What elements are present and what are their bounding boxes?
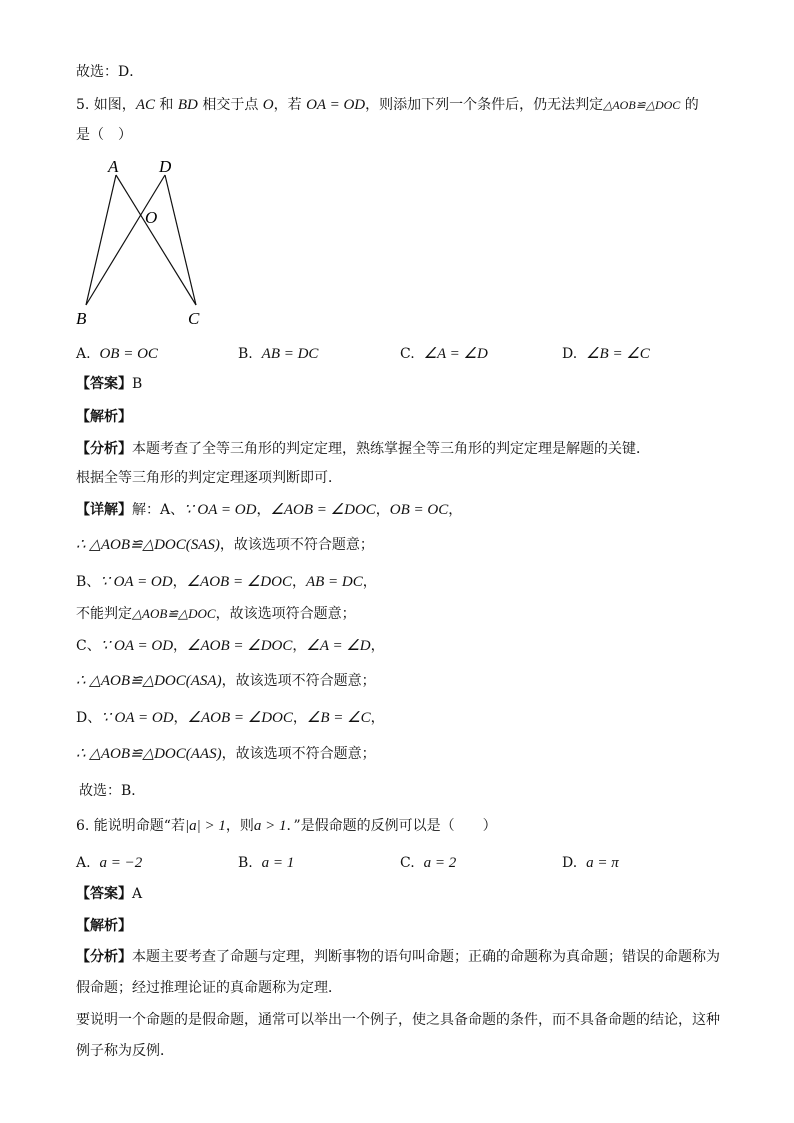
question-5: 5. 如图，AC 和 BD 相交于点 O，若 OA = OD，则添加下列一个条件后，仍无法判定△AOB≌△DOC 的 <box>76 97 699 113</box>
analysis-6: 【分析】本题主要考查了命题与定理，判断事物的语句叫命题；正确的命题称为真命题；错误的命题称为 <box>76 949 720 965</box>
option-5c: C. ∠A = ∠D <box>400 346 488 362</box>
option-5d: D. ∠B = ∠C <box>562 346 650 362</box>
analysis-5: 【分析】本题考查了全等三角形的判定定理，熟练掌握全等三角形的判定定理是解题的关键． <box>76 441 650 457</box>
option-5a: A. OB = OC <box>76 346 158 362</box>
segment-ab <box>86 175 116 305</box>
geometry-figure <box>70 155 220 330</box>
label-b: B <box>76 309 87 328</box>
segment-bd <box>86 175 165 305</box>
option-5b: B. AB = DC <box>238 346 319 362</box>
segment-dc <box>165 175 196 305</box>
detail-line-5: C、∵ OA = OD，∠AOB = ∠DOC，∠A = ∠D， <box>76 638 385 654</box>
analysis-5-cont: 根据全等三角形的判定定理逐项判断即可． <box>76 470 342 486</box>
analysis-heading-5: 【解析】 <box>76 409 132 425</box>
detail-line-1: 【详解】解：A、∵ OA = OD，∠AOB = ∠DOC，OB = OC， <box>76 502 463 518</box>
detail-line-7: D、∵ OA = OD，∠AOB = ∠DOC，∠B = ∠C， <box>76 710 385 726</box>
analysis-6-cont-2: 要说明一个命题的是假命题，通常可以举出一个例子，使之具备命题的条件，而不具备命题的结论，这种 <box>76 1012 720 1028</box>
option-6c: C. a = 2 <box>400 855 457 871</box>
answer-6: 【答案】A <box>76 886 143 902</box>
label-o: O <box>145 208 158 227</box>
detail-line-9: 故选：B． <box>79 783 146 799</box>
option-6b: B. a = 1 <box>238 855 295 871</box>
label-c: C <box>188 309 200 328</box>
answer-5: 【答案】B <box>76 376 143 392</box>
detail-line-8: ∴ △AOB≌△DOC(AAS)，故该选项不符合题意； <box>76 746 376 762</box>
detail-line-3: B、∵ OA = OD，∠AOB = ∠DOC，AB = DC， <box>76 574 377 590</box>
detail-line-6: ∴ △AOB≌△DOC(ASA)，故该选项不符合题意； <box>76 673 376 689</box>
question-5-cont: 是（ ） <box>76 127 132 143</box>
option-6d: D. a = π <box>562 855 619 871</box>
segment-ac <box>116 175 196 305</box>
label-a: A <box>108 157 119 176</box>
text-line: 故选：D． <box>76 64 144 80</box>
analysis-6-cont-3: 例子称为反例． <box>76 1043 174 1059</box>
option-6a: A. a = −2 <box>76 855 143 871</box>
analysis-heading-6: 【解析】 <box>76 918 132 934</box>
detail-line-2: ∴ △AOB≌△DOC(SAS)，故该选项不符合题意； <box>76 537 374 553</box>
label-d: D <box>159 157 172 176</box>
analysis-6-cont: 假命题；经过推理论证的真命题称为定理． <box>76 980 342 996</box>
question-6: 6. 能说明命题“若|a| > 1，则a > 1．”是假命题的反例可以是（ ） <box>76 818 497 834</box>
detail-line-4: 不能判定△AOB≌△DOC，故该选项符合题意； <box>76 606 356 622</box>
